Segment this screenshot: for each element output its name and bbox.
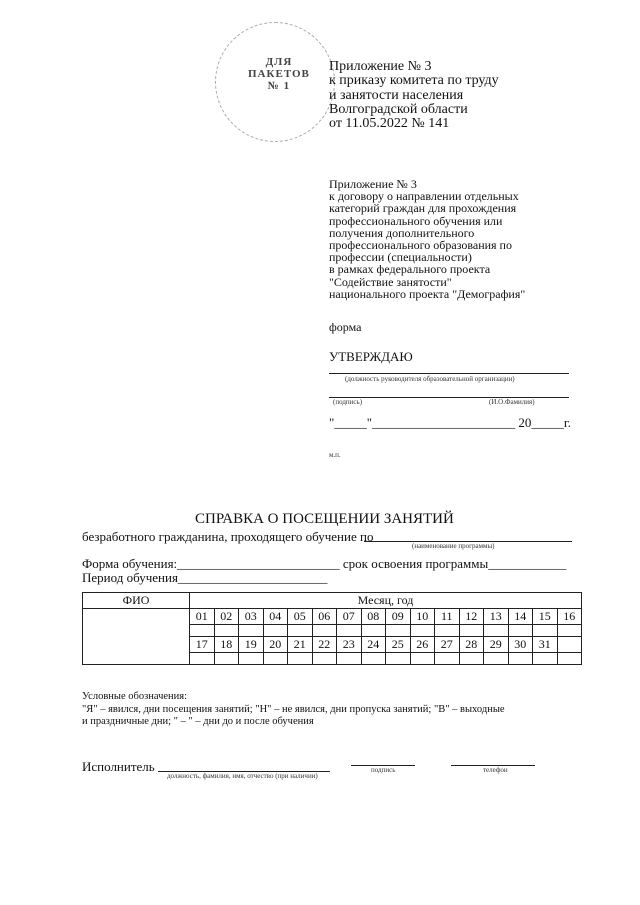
mark-cell[interactable] — [484, 653, 509, 665]
stamp-line: ПАКЕТОВ — [248, 68, 310, 80]
day-cell: 19 — [239, 637, 264, 653]
form-label: форма — [329, 320, 362, 334]
header-line: от 11.05.2022 № 141 — [329, 116, 450, 132]
stamp-text — [248, 56, 310, 92]
header-line: профессионального обучения или — [329, 213, 503, 228]
mark-cell[interactable] — [435, 625, 460, 637]
doc-subtitle: безработного гражданина, проходящего обучение по — [82, 529, 374, 544]
day-cell: 24 — [361, 637, 386, 653]
day-cell: 22 — [312, 637, 337, 653]
day-cell: 08 — [361, 609, 386, 625]
header-line: профессии (специальности) — [329, 250, 472, 265]
stamp-line: № 1 — [267, 80, 291, 92]
day-cell: 07 — [337, 609, 362, 625]
mark-cell[interactable] — [312, 653, 337, 665]
mark-cell[interactable] — [239, 653, 264, 665]
mark-cell[interactable] — [435, 653, 460, 665]
mark-cell[interactable] — [410, 653, 435, 665]
mark-cell[interactable] — [361, 625, 386, 637]
mark-cell[interactable] — [386, 625, 411, 637]
executor-label: Исполнитель — [82, 759, 155, 774]
mark-cell[interactable] — [508, 625, 533, 637]
day-cell: 17 — [190, 637, 215, 653]
mark-cell[interactable] — [361, 653, 386, 665]
mp-label: м.п. — [329, 451, 341, 459]
header-line: получения дополнительного — [329, 225, 475, 240]
day-cell: 20 — [263, 637, 288, 653]
day-cell: 09 — [386, 609, 411, 625]
day-cell: 18 — [214, 637, 239, 653]
program-caption: (наименование программы) — [412, 542, 495, 550]
header-line: и занятости населения — [329, 87, 464, 103]
mark-cell[interactable] — [190, 625, 215, 637]
day-cell: 29 — [484, 637, 509, 653]
day-cell: 02 — [214, 609, 239, 625]
day-cell: 21 — [288, 637, 313, 653]
form-of-study[interactable]: Форма обучения:_________________________ срок освоения программы____________ — [82, 556, 567, 571]
mark-cell[interactable] — [533, 625, 558, 637]
mark-cell[interactable] — [263, 653, 288, 665]
day-cell: 30 — [508, 637, 533, 653]
mark-cell[interactable] — [214, 653, 239, 665]
appendix-header-order — [329, 60, 499, 131]
day-cell: 04 — [263, 609, 288, 625]
legend-line: "Я" – явился, дни посещения занятий; "Н" – не явился, дни пропуска занятий; "В" – выходные — [82, 703, 505, 715]
day-cell: 28 — [459, 637, 484, 653]
month-year-header: Месяц, год — [190, 593, 582, 609]
mark-cell[interactable] — [288, 625, 313, 637]
header-line: Волгоградской области — [329, 101, 468, 117]
mark-cell[interactable] — [410, 625, 435, 637]
position-line[interactable] — [329, 373, 569, 374]
day-cell: 06 — [312, 609, 337, 625]
header-line: к договору о направлении отдельных — [329, 189, 519, 204]
mark-cell[interactable] — [190, 653, 215, 665]
doc-title: СПРАВКА О ПОСЕЩЕНИИ ЗАНЯТИЙ — [195, 511, 454, 527]
day-cell: 11 — [435, 609, 460, 625]
fio-cell[interactable] — [83, 609, 190, 665]
day-cell: 23 — [337, 637, 362, 653]
position-caption: (должность руководителя образовательной организации) — [345, 375, 515, 383]
mark-cell[interactable] — [263, 625, 288, 637]
header-line: Приложение № 3 — [329, 177, 417, 191]
day-cell: 13 — [484, 609, 509, 625]
day-cell — [557, 637, 582, 653]
mark-cell[interactable] — [508, 653, 533, 665]
mark-cell[interactable] — [557, 653, 582, 665]
stamp-line: ДЛЯ — [265, 56, 293, 68]
header-line: Приложение № 3 — [329, 59, 432, 74]
mark-cell[interactable] — [459, 625, 484, 637]
header-line: профессионального образования по — [329, 238, 512, 253]
approve-title: УТВЕРЖДАЮ — [329, 349, 413, 364]
mark-cell[interactable] — [337, 653, 362, 665]
legend — [82, 691, 574, 729]
mark-cell[interactable] — [312, 625, 337, 637]
day-cell: 27 — [435, 637, 460, 653]
mark-cell[interactable] — [214, 625, 239, 637]
legend-title: Условные обозначения: — [82, 691, 188, 702]
day-cell: 15 — [533, 609, 558, 625]
mark-cell[interactable] — [288, 653, 313, 665]
executor-sign-caption: подпись — [371, 766, 396, 774]
day-cell: 10 — [410, 609, 435, 625]
mark-cell[interactable] — [557, 625, 582, 637]
day-cell: 26 — [410, 637, 435, 653]
attendance-table — [82, 592, 582, 665]
period-of-study[interactable]: Период обучения_______________________ — [82, 570, 328, 585]
mark-cell[interactable] — [239, 625, 264, 637]
mark-cell[interactable] — [533, 653, 558, 665]
day-cell: 03 — [239, 609, 264, 625]
day-cell: 01 — [190, 609, 215, 625]
mark-cell[interactable] — [484, 625, 509, 637]
day-cell: 16 — [557, 609, 582, 625]
header-line: "Содействие занятости" — [329, 274, 452, 289]
day-cell: 14 — [508, 609, 533, 625]
fio-header: ФИО — [83, 593, 190, 609]
header-line: к приказу комитета по труду — [329, 73, 499, 89]
day-cell: 12 — [459, 609, 484, 625]
executor-name-caption: должность, фамилия, имя, отчество (при наличии) — [167, 772, 318, 780]
sign-caption: (подпись) — [333, 398, 363, 406]
header-line: национального проекта "Демография" — [329, 286, 526, 301]
mark-cell[interactable] — [386, 653, 411, 665]
header-line: в рамках федерального проекта — [329, 262, 491, 277]
header-line: категорий граждан для прохождения — [329, 201, 517, 216]
mark-cell[interactable] — [459, 653, 484, 665]
mark-cell[interactable] — [337, 625, 362, 637]
executor-phone-caption: телефон — [483, 766, 508, 774]
day-cell: 25 — [386, 637, 411, 653]
approve-date[interactable]: "_____"______________________ 20_____г. — [329, 415, 571, 430]
appendix-header-contract — [329, 178, 525, 300]
day-cell: 31 — [533, 637, 558, 653]
legend-line: и праздничные дни; " – " – дни до и после обучения — [82, 716, 314, 727]
day-cell: 05 — [288, 609, 313, 625]
name-caption: (И.О.Фамилия) — [489, 398, 535, 406]
